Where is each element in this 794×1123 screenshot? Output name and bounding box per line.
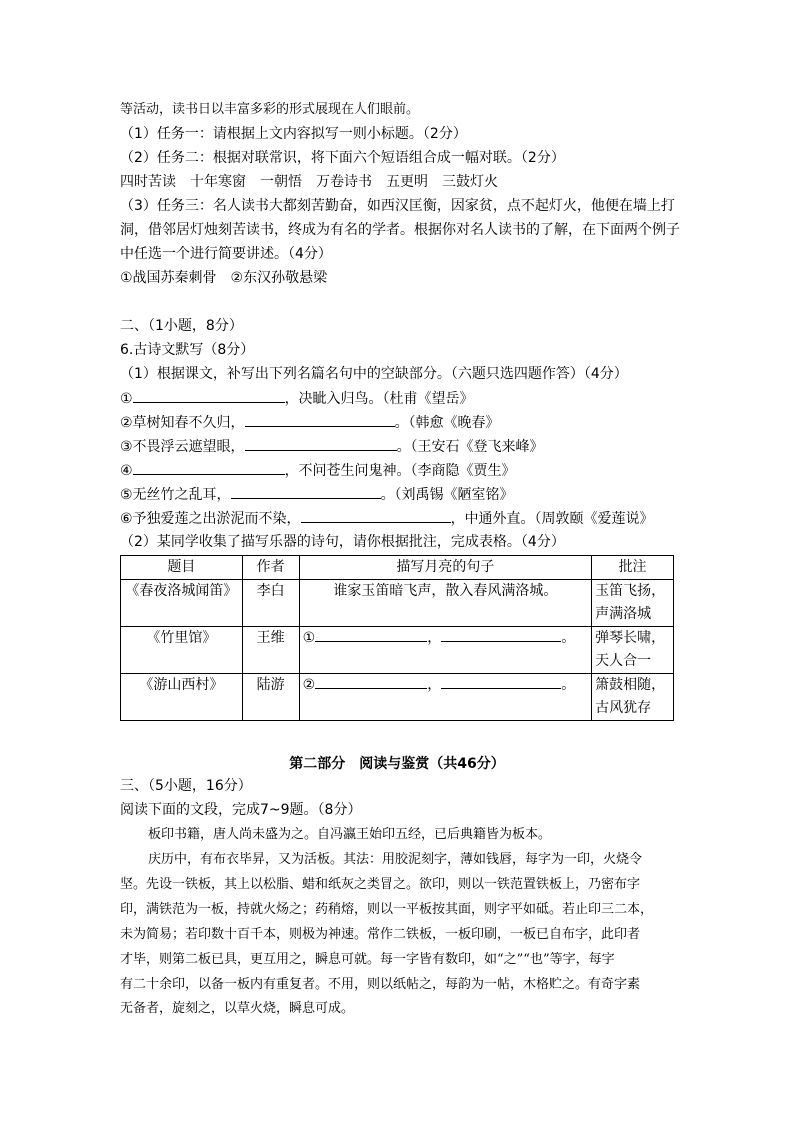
table-row	[121, 627, 674, 674]
poem-suffix: ，决眦入归鸟。（杜甫《望岳》	[284, 391, 474, 407]
poem-suffix: 。（刘禹锡《陋室铭》	[380, 487, 514, 503]
poem-line-4	[120, 461, 516, 480]
poem-title-cell: 《游山西村》	[121, 674, 243, 721]
table-header-row	[121, 556, 674, 580]
table-header: 描写月亮的句子	[299, 556, 592, 580]
table-header: 题目	[121, 556, 243, 580]
answer-blank[interactable]	[133, 461, 285, 475]
note-line: 箫鼓相随，	[595, 677, 666, 693]
comma: ，	[427, 630, 442, 646]
poem-suffix: 。（韩愈《晚春》	[394, 415, 500, 431]
poem-title-cell: 《竹里馆》	[121, 627, 243, 674]
sentence-cell: 谁家玉笛暗飞声，散入春风满洛城。	[299, 580, 592, 627]
comma: ，	[427, 677, 442, 693]
table-row	[121, 674, 674, 721]
part2-title: 第二部分 阅读与鉴赏（共46分）	[289, 756, 505, 772]
note-line: 声满洛城	[595, 606, 652, 622]
poem-line-2	[120, 413, 500, 432]
author-cell: 王维	[242, 627, 299, 674]
note-line: 玉笛飞扬，	[595, 583, 666, 599]
answer-blank[interactable]	[441, 628, 561, 642]
task3-line-1: （3）任务三：名人读书大都刻苦勤奋，如西汉匡衡，因家贫，点不起灯火，他便在墙上打	[120, 198, 675, 214]
poem-title-cell: 《春夜洛城闻笛》	[121, 580, 243, 627]
poem-suffix: 。（王安石《登飞来峰》	[396, 439, 544, 455]
section3-header: 三、（5小题，16分）	[120, 778, 252, 794]
passage-line: 无备者，旋刻之，以草火烧，瞬息可成。	[120, 1001, 355, 1016]
author-cell: 李白	[242, 580, 299, 627]
answer-blank[interactable]	[133, 389, 285, 403]
note-line: 古风犹存	[595, 700, 652, 716]
task2-prompt: （2）任务二：根据对联常识，将下面六个短语组合成一幅对联。（2分）	[120, 150, 565, 166]
poem-prefix: ②草树知春不久归，	[120, 415, 245, 431]
answer-blank[interactable]	[245, 413, 395, 427]
period: 。	[561, 677, 576, 693]
q6-title: 6.古诗文默写（8分）	[120, 342, 255, 358]
examples-line: ①战国苏秦刺骨 ②东汉孙敬悬梁	[120, 270, 328, 286]
note-line: 弹琴长啸，	[595, 630, 666, 646]
blank-marker: ①	[302, 630, 316, 646]
task3-line-2: 洞，借邻居灯烛刻苦读书，终成为有名的学者。根据你对名人读书的了解，在下面两个例子	[120, 222, 680, 238]
poem-prefix: ⑤无丝竹之乱耳，	[120, 487, 231, 503]
table-row	[121, 580, 674, 627]
table-header: 作者	[242, 556, 299, 580]
passage-line: 才毕，则第二板已具，更互用之，瞬息可就。每一字皆有数印，如“之”“也”等字，每字	[120, 952, 615, 967]
passage-line: 庆历中，有布衣毕昇，又为活板。其法：用胶泥刻字，薄如钱唇，每字为一印，火烧令	[148, 852, 643, 867]
passage-line: 坚。先设一铁板，其上以松脂、蜡和纸灰之类冒之。欲印，则以一铁范置铁板上，乃密布字	[120, 877, 641, 892]
intro-line: 等活动，读书日以丰富多彩的形式展现在人们眼前。	[120, 102, 420, 117]
sentence-cell	[299, 627, 592, 674]
poem-line-6	[120, 509, 654, 528]
q6-sub1: （1）根据课文，补写出下列名篇名句中的空缺部分。（六题只选四题作答）（4分）	[120, 366, 628, 382]
answer-blank[interactable]	[315, 675, 427, 689]
author-cell: 陆游	[242, 674, 299, 721]
sentence-cell	[299, 674, 592, 721]
couplet-phrases: 四时苦读 十年寒窗 一朝悟 万卷诗书 五更明 三鼓灯火	[120, 174, 498, 190]
q6-sub2: （2）某同学收集了描写乐器的诗句，请你根据批注，完成表格。（4分）	[120, 534, 565, 550]
blank-marker: ②	[302, 677, 316, 693]
poem-suffix: ，中通外直。（周敦颐《爱莲说》	[450, 511, 654, 527]
answer-blank[interactable]	[245, 437, 397, 451]
poem-prefix: ③不畏浮云遮望眼，	[120, 439, 245, 455]
poem-line-5	[120, 485, 514, 504]
section2-header: 二、（1小题，8分）	[120, 318, 243, 334]
passage-line: 有二十余印，以备一板内有重复者。不用，则以纸帖之，每韵为一帖，木格贮之。有奇字素	[120, 977, 641, 992]
note-cell	[592, 627, 674, 674]
passage-line: 板印书籍，唐人尚未盛为之。自冯瀛王始印五经，已后典籍皆为板本。	[148, 827, 552, 842]
poem-prefix: ④	[120, 463, 133, 479]
poem-table	[120, 555, 674, 721]
poem-prefix: ①	[120, 391, 133, 407]
passage-line: 未为简易；若印数十百千本，则极为神速。常作二铁板，一板印刷，一板已自布字，此印者	[120, 927, 641, 942]
poem-suffix: ，不问苍生问鬼神。（李商隐《贾生》	[284, 463, 516, 479]
table-header: 批注	[592, 556, 674, 580]
task3-line-3: 中任选一个进行简要讲述。（4分）	[120, 246, 332, 262]
poem-prefix: ⑥予独爱莲之出淤泥而不染，	[120, 511, 301, 527]
period: 。	[561, 630, 576, 646]
passage-line: 印，满铁范为一板，持就火炀之；药稍熔，则以一平板按其面，则字平如砥。若止印三二本，	[120, 902, 654, 917]
note-cell	[592, 674, 674, 721]
note-line: 天人合一	[595, 653, 652, 669]
task1-prompt: （1）任务一：请根据上文内容拟写一则小标题。（2分）	[120, 126, 467, 142]
poem-line-3	[120, 437, 544, 456]
poem-line-1	[120, 389, 474, 408]
note-cell	[592, 580, 674, 627]
answer-blank[interactable]	[231, 485, 381, 499]
answer-blank[interactable]	[441, 675, 561, 689]
reading-intro: 阅读下面的文段，完成7~9题。（8分）	[120, 802, 362, 818]
answer-blank[interactable]	[315, 628, 427, 642]
answer-blank[interactable]	[301, 509, 451, 523]
